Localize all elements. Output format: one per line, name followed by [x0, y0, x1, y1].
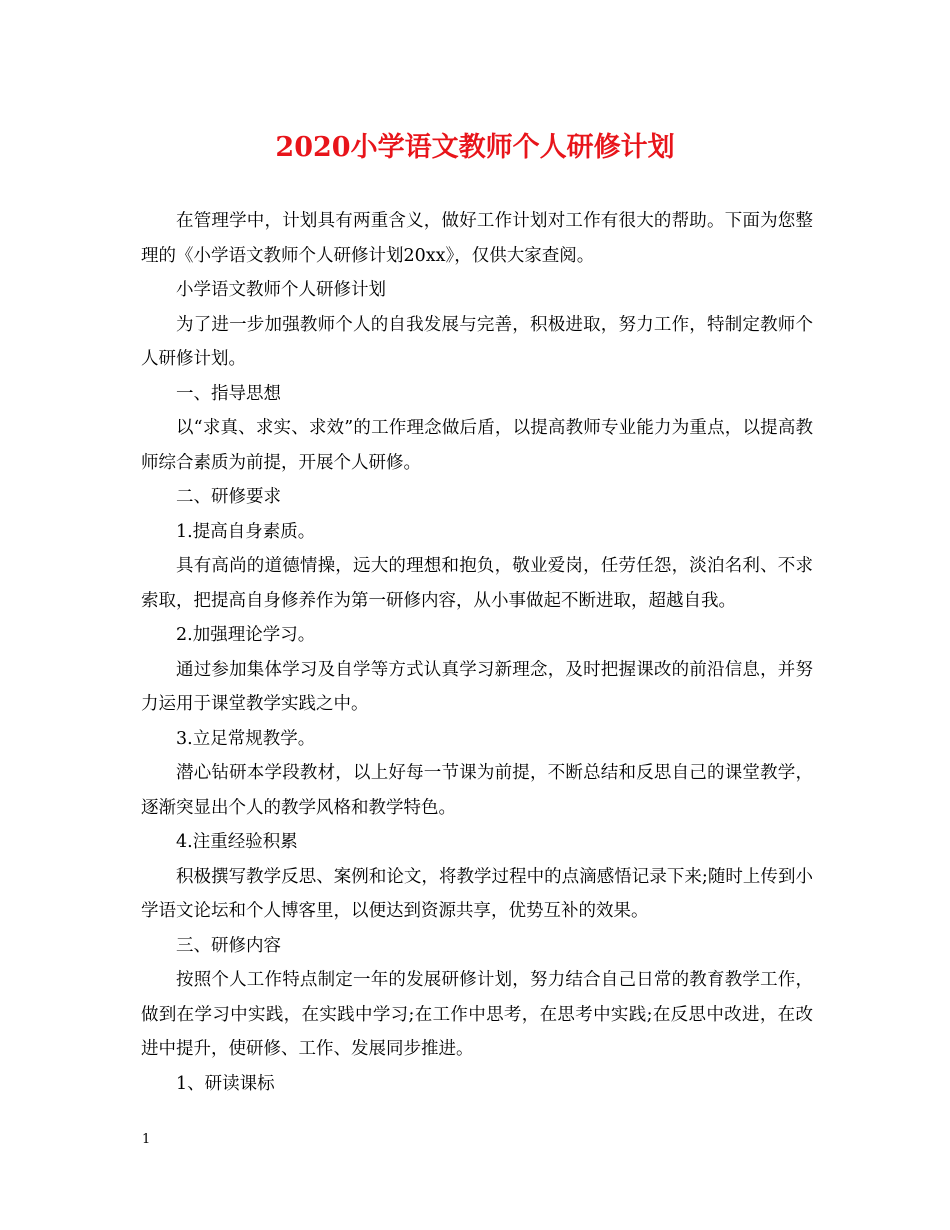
subsection-heading: 3.立足常规教学。 — [176, 728, 316, 749]
paragraph: 积极撰写教学反思、案例和论文，将教学过程中的点滴感悟记录下来;随时上传到小学语文论坛和个人博客里，以便达到资源共享，优势互补的效果。 — [141, 866, 813, 921]
section-heading: 一、指导思想 — [176, 383, 281, 404]
paragraph: 以“求真、求实、求效”的工作理念做后盾，以提高教师专业能力为重点，以提高教师综合素质为前提，开展个人研修。 — [141, 418, 813, 473]
paragraph: 为了进一步加强教师个人的自我发展与完善，积极进取，努力工作，特制定教师个人研修计划。 — [141, 314, 813, 369]
page-number: 1 — [142, 1132, 151, 1147]
section-heading: 二、研修要求 — [176, 487, 281, 507]
subsection-heading: 1、研读课标 — [176, 1073, 275, 1094]
paragraph: 潜心钻研本学段教材，以上好每一节课为前提，不断总结和反思自己的课堂教学，逐渐突显出个人的教学风格和教学特色。 — [141, 763, 813, 818]
paragraph: 具有高尚的道德情操，远大的理想和抱负，敬业爱岗，任劳任怨，淡泊名利、不求索取，把提高自身修养作为第一研修内容，从小事做起不断进取，超越自我。 — [141, 556, 813, 611]
paragraph: 按照个人工作特点制定一年的发展研修计划，努力结合自己日常的教育教学工作，做到在学习中实践，在实践中学习;在工作中思考，在思考中实践;在反思中改进，在改进中提升，使研修、工作、发展同步推进。 — [141, 970, 813, 1059]
paragraph: 在管理学中，计划具有两重含义，做好工作计划对工作有很大的帮助。下面为您整理的《小学语文教师个人研修计划20xx》，仅供大家查阅。 — [141, 211, 813, 266]
document-body — [141, 204, 813, 1101]
document-title: 2020小学语文教师个人研修计划 — [275, 132, 675, 163]
section-heading: 三、研修内容 — [176, 935, 281, 956]
subsection-heading: 2.加强理论学习。 — [176, 625, 316, 645]
subsection-heading: 1.提高自身素质。 — [176, 521, 316, 542]
subsection-heading: 4.注重经验积累 — [176, 832, 298, 852]
paragraph: 小学语文教师个人研修计划 — [176, 280, 386, 300]
paragraph: 通过参加集体学习及自学等方式认真学习新理念，及时把握课改的前沿信息，并努力运用于课堂教学实践之中。 — [141, 659, 813, 714]
